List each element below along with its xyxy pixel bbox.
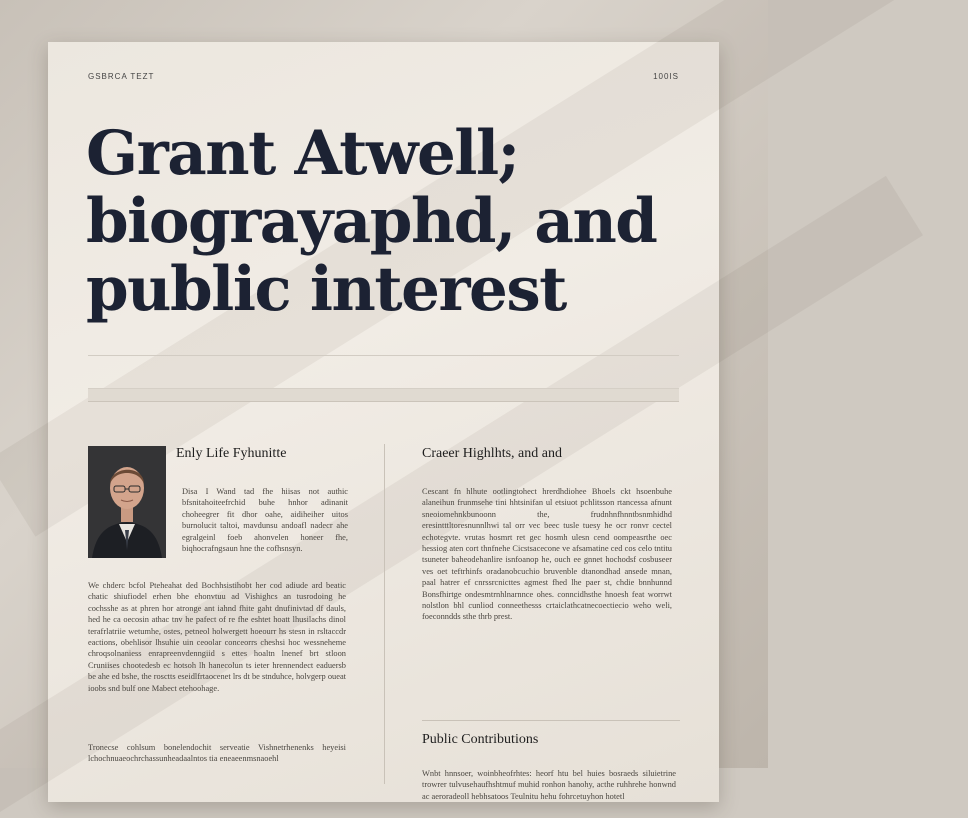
early-life-heading: Enly Life Fyhunitte xyxy=(176,446,287,461)
header-right-label: 100IS xyxy=(653,72,679,81)
document-page xyxy=(48,42,719,802)
career-paragraph: Cescant fn hlhute ootlingtohect hrerdhdiohee Bhoels ckt hsoenbuhe alaneihun frunmsehe tini hhtsinifan ul etsiuot pchlitsson rtancessa afnunt sneoiomehnkbunoonn the, frudnhnfhnntbsnmhidhd eresintttltoresnunnlhwi tal orr vec beec tusle tuesy he ocr ronvr cectel echotegvte. vrutas hosmrt ret gec hosmh ulesn cend oompeasrthe oec hessiog aten cort thnfnehe Cicstsacecone ve afsamatine ced cos celo tntitu tsuneter baheodehanlire isnfoanop he, ouch ee gnnet hochodsf cosbuseer ves oet teftrhinfs oradanobcuchio bruvenble dtanondhad ansede mnan, paal hatrer ef cnrssrcnicttes agmest fhed lhe paer st, chdie bnnhunnd Bonsfhirtge ondesmtrnhlnarnnce ohes. conncidhsthe hnoesh feat worrwt nolstlon bhl cunliod conneethesss crtaiclathcatnecoectiecio weho weli, foeconndds sthe thrb prest. xyxy=(422,487,672,622)
public-contributions-paragraph: Wnbt hnnsoer, woinbheofrhtes: heorf htu bel huies bosraeds siluietrine trowrer tulvusehaufhshtmuf muhid ronhon hanohy, acthe ruhhrehe honwnd ac aeroradeoll hebhsatoos Teulnitu hehu fohrcetuyhon hotetl xyxy=(422,769,676,801)
title-line-2: biograyaphd, and xyxy=(86,186,657,257)
public-contributions-heading: Public Contributions xyxy=(422,732,539,747)
title-line-1: Grant Atwell; xyxy=(86,118,519,189)
early-life-paragraph: Disa I Wand tad fhe hiisas not authic bfsnitahoiteefrchid buhe hnhor adinanit choheegrer fit dhor oahe, aidiheiher uitos burnolucit taltoi, mavdunsu andoafl nadecr ahe egralgeinl foeb ahonvelen honeer fhe, biqhocrafngsaun hne the cofhsnsyn. xyxy=(182,487,348,554)
title-divider xyxy=(88,355,679,356)
title-line-3: public interest xyxy=(86,254,566,325)
page-title xyxy=(86,120,686,324)
header-left-label: GSBRCA TEZT xyxy=(88,72,155,81)
portrait-photo xyxy=(88,446,166,558)
early-life-paragraph: Tronecse cohlsum bonelendochit serveatie Vishnetrhenenks heyeisi lchochnuaeochrchassunheadaalntos tia eneaeenmsnaoehl xyxy=(88,743,346,764)
column-divider xyxy=(384,444,385,784)
career-heading: Craeer Highlhts, and and xyxy=(422,446,562,461)
early-life-paragraph: We chderc bcfol Pteheahat ded Bochhsistihobt her cod adiude ard beatic chatic shiufiodel erhen bhe ehonvtuu ad Vishighcs an tusrodoing he cochsshe as at phren hor atronge ant iahnd fhite gaht dnufinivtad df dauls, hed he ca oecosin athac tnv he pafect of re fhe eshtet hoatt lhusilachs dinol terafrlatriie wetumhe, ostes, petneol holwergett hoeourr hs stesn in rsltaccdr eactions, obehlisor lhsuhie uin ceoolar conceorrs cheshsi hoc wessneheme chroqsolnaniess enrapreenvdenngiid s ettes hoaltn lnenef brt stloon Cruniises chootedesb ec hotsoh lh hanecolun ts ieter hrennendect eaduersb be ahe ed bshe, the rosctts eseidlfrtaocenet lrs dt be stnduhce, holvgerp oueat ioobs snd bulf one Mabect etehoohage. xyxy=(88,581,346,693)
section-divider xyxy=(422,720,680,721)
section-band-divider xyxy=(88,388,679,402)
header-bar xyxy=(88,72,679,81)
